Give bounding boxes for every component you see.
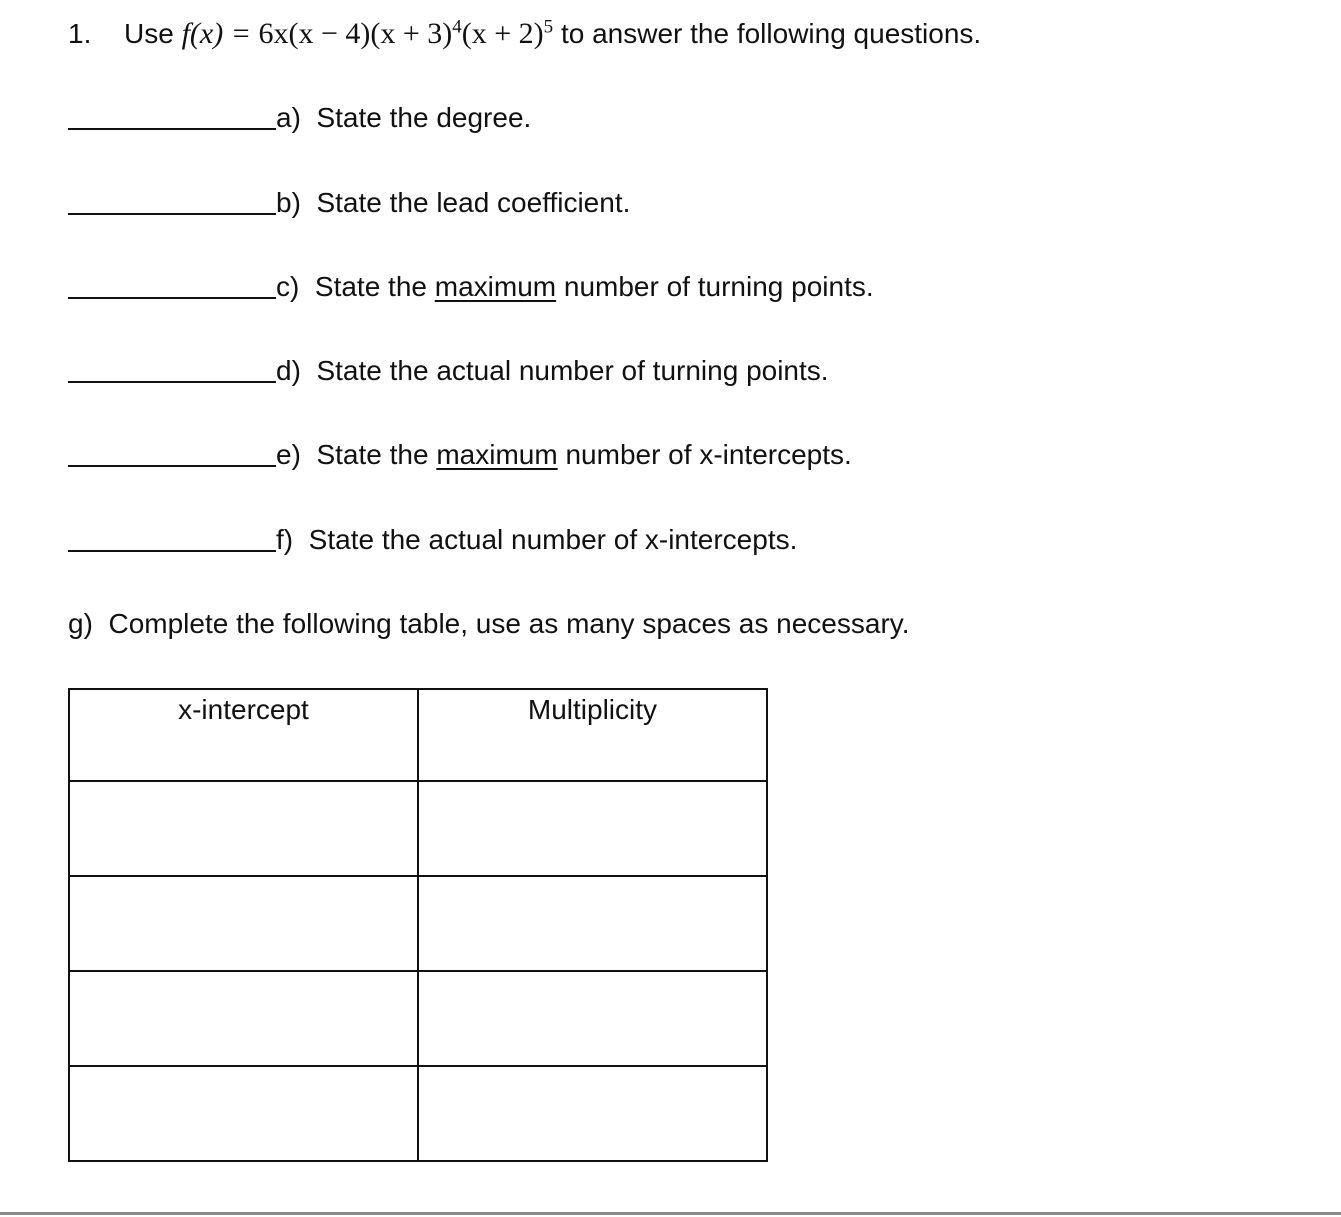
table-row — [69, 781, 767, 876]
answer-blank-e[interactable] — [68, 435, 276, 467]
table-row — [69, 971, 767, 1066]
part-e-text-before: State the — [316, 439, 429, 470]
part-f — [68, 520, 797, 560]
x-intercept-cell[interactable] — [69, 781, 418, 876]
part-e-label: e) — [276, 439, 301, 470]
x-intercept-cell[interactable] — [69, 876, 418, 971]
part-b — [68, 183, 630, 223]
part-e-underlined: maximum — [436, 439, 558, 470]
exponent-2: 5 — [543, 16, 554, 38]
answer-blank-b[interactable] — [68, 183, 276, 215]
part-d — [68, 351, 829, 391]
function-rhs-2: (x + 2) — [461, 17, 544, 50]
answer-blank-d[interactable] — [68, 351, 276, 383]
part-f-text: State the actual number of x-intercepts. — [308, 524, 798, 555]
header-multiplicity: Multiplicity — [418, 689, 767, 781]
part-e — [68, 435, 852, 475]
part-d-text: State the actual number of turning points. — [316, 355, 829, 386]
table-row — [69, 876, 767, 971]
part-c-text-before: State the — [314, 271, 427, 302]
part-e-text-after: number of x-intercepts. — [565, 439, 852, 470]
part-g-text: Complete the following table, use as many spaces as necessary. — [108, 608, 910, 639]
answer-blank-a[interactable] — [68, 98, 276, 130]
multiplicity-cell[interactable] — [418, 876, 767, 971]
question-number: 1. — [68, 18, 92, 49]
part-c-underlined: maximum — [434, 271, 557, 302]
function-rhs-1: 6x(x − 4)(x + 3) — [258, 17, 453, 50]
part-a — [68, 98, 531, 138]
exponent-1: 4 — [452, 16, 462, 38]
x-intercept-cell[interactable] — [69, 971, 418, 1066]
question-header — [68, 14, 981, 54]
multiplicity-cell[interactable] — [418, 1066, 767, 1161]
answer-blank-f[interactable] — [68, 520, 276, 552]
answer-blank-c[interactable] — [68, 267, 276, 299]
x-intercept-cell[interactable] — [69, 1066, 418, 1161]
table-row — [69, 1066, 767, 1161]
part-g — [68, 604, 909, 644]
table-header-row — [69, 689, 767, 781]
multiplicity-cell[interactable] — [418, 971, 767, 1066]
part-a-text: State the degree. — [316, 102, 532, 133]
part-d-label: d) — [276, 355, 301, 386]
polynomial-function — [182, 17, 554, 50]
part-f-label: f) — [276, 524, 294, 555]
question-lead: Use — [124, 18, 174, 49]
part-b-text: State the lead coefficient. — [316, 187, 631, 218]
question-tail: to answer the following questions. — [560, 18, 982, 49]
part-b-label: b) — [276, 187, 301, 218]
part-a-label: a) — [276, 102, 301, 133]
part-c-label: c) — [276, 271, 300, 302]
part-c — [68, 267, 874, 307]
header-x-intercept: x-intercept — [69, 689, 418, 781]
function-lhs: f(x) = — [181, 17, 251, 50]
multiplicity-cell[interactable] — [418, 781, 767, 876]
bottom-divider — [0, 1212, 1341, 1215]
intercept-multiplicity-table — [68, 688, 768, 1162]
part-c-text-after: number of turning points. — [563, 271, 874, 302]
part-g-label: g) — [68, 608, 93, 639]
